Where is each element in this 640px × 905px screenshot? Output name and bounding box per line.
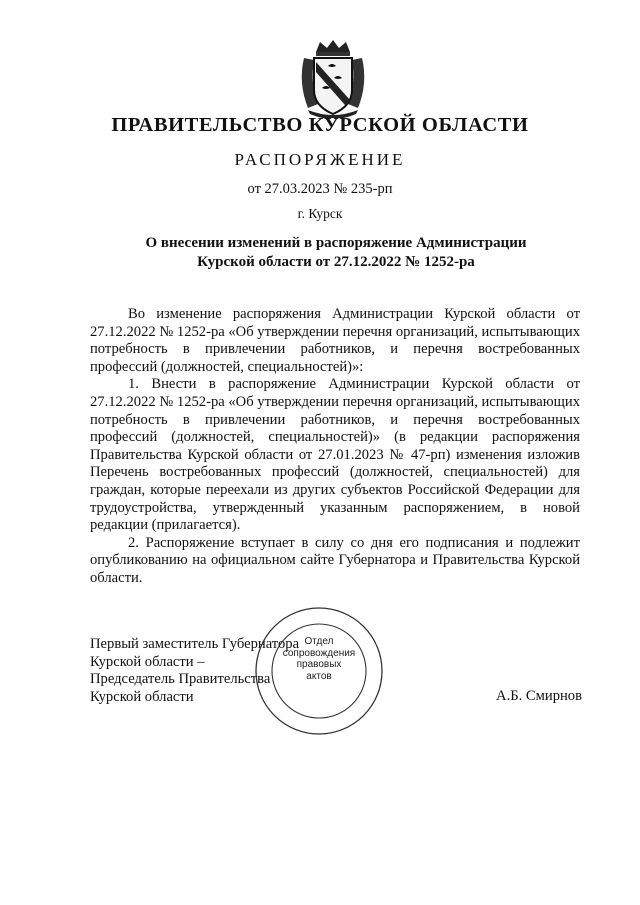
government-title: ПРАВИТЕЛЬСТВО КУРСКОЙ ОБЛАСТИ: [111, 114, 529, 136]
city: г. Курск: [297, 206, 343, 221]
subject-line: Курской области от 27.12.2022 № 1252-ра: [197, 254, 475, 270]
stamp-line: актов: [306, 670, 332, 682]
document-type: РАСПОРЯЖЕНИЕ: [234, 150, 406, 169]
stamp-line: Отдел: [304, 636, 334, 647]
body-paragraph: 2. Распоряжение вступает в силу со дня его подписания и подлежит опубликованию на официальном сайте Губернатора и Правительства Курской области.: [90, 534, 580, 586]
subject-line: О внесении изменений в распоряжение Администрации: [145, 235, 527, 251]
signatory-name: А.Б. Смирнов: [496, 688, 582, 704]
coat-of-arms-icon: [298, 38, 368, 118]
signatory-position-line: Курской области –: [90, 653, 205, 670]
document-body: [90, 306, 580, 588]
signatory-position-line: Председатель Правительства: [90, 671, 271, 688]
body-paragraph: 1. Внести в распоряжение Администрации Курской области от 27.12.2022 № 1252-ра «Об утверждении перечня организаций, испытывающих потребность в привлечении работников, и перечня востребованных профессий (должностей, специальностей)» (в редакции распоряжения Правительства Курской области от 27.01.2023 № 47-рп) изменения изложив Перечень востребованных профессий (должностей, специальностей) для граждан, которые переехали из других субъектов Российской Федерации для трудоустройства, утвержденный указанным распоряжением, в новой редакции (прилагается).: [90, 376, 580, 534]
stamp-line: правовых: [296, 659, 342, 670]
body-paragraph: Во изменение распоряжения Администрации Курской области от 27.12.2022 № 1252-ра «Об утверждении перечня организаций, испытывающих потребность в привлечении работников, и перечня востребованных профессий (должностей, специальностей)»:: [90, 306, 580, 375]
stamp-center-text: [253, 636, 385, 682]
signatory-position-line: Первый заместитель Губернатора: [90, 636, 300, 652]
signatory-position-line: Курской области: [90, 688, 194, 705]
stamp-line: сопровождения: [282, 647, 356, 659]
document-subject: [120, 234, 552, 272]
date-and-number: от 27.03.2023 № 235-рп: [247, 181, 393, 197]
